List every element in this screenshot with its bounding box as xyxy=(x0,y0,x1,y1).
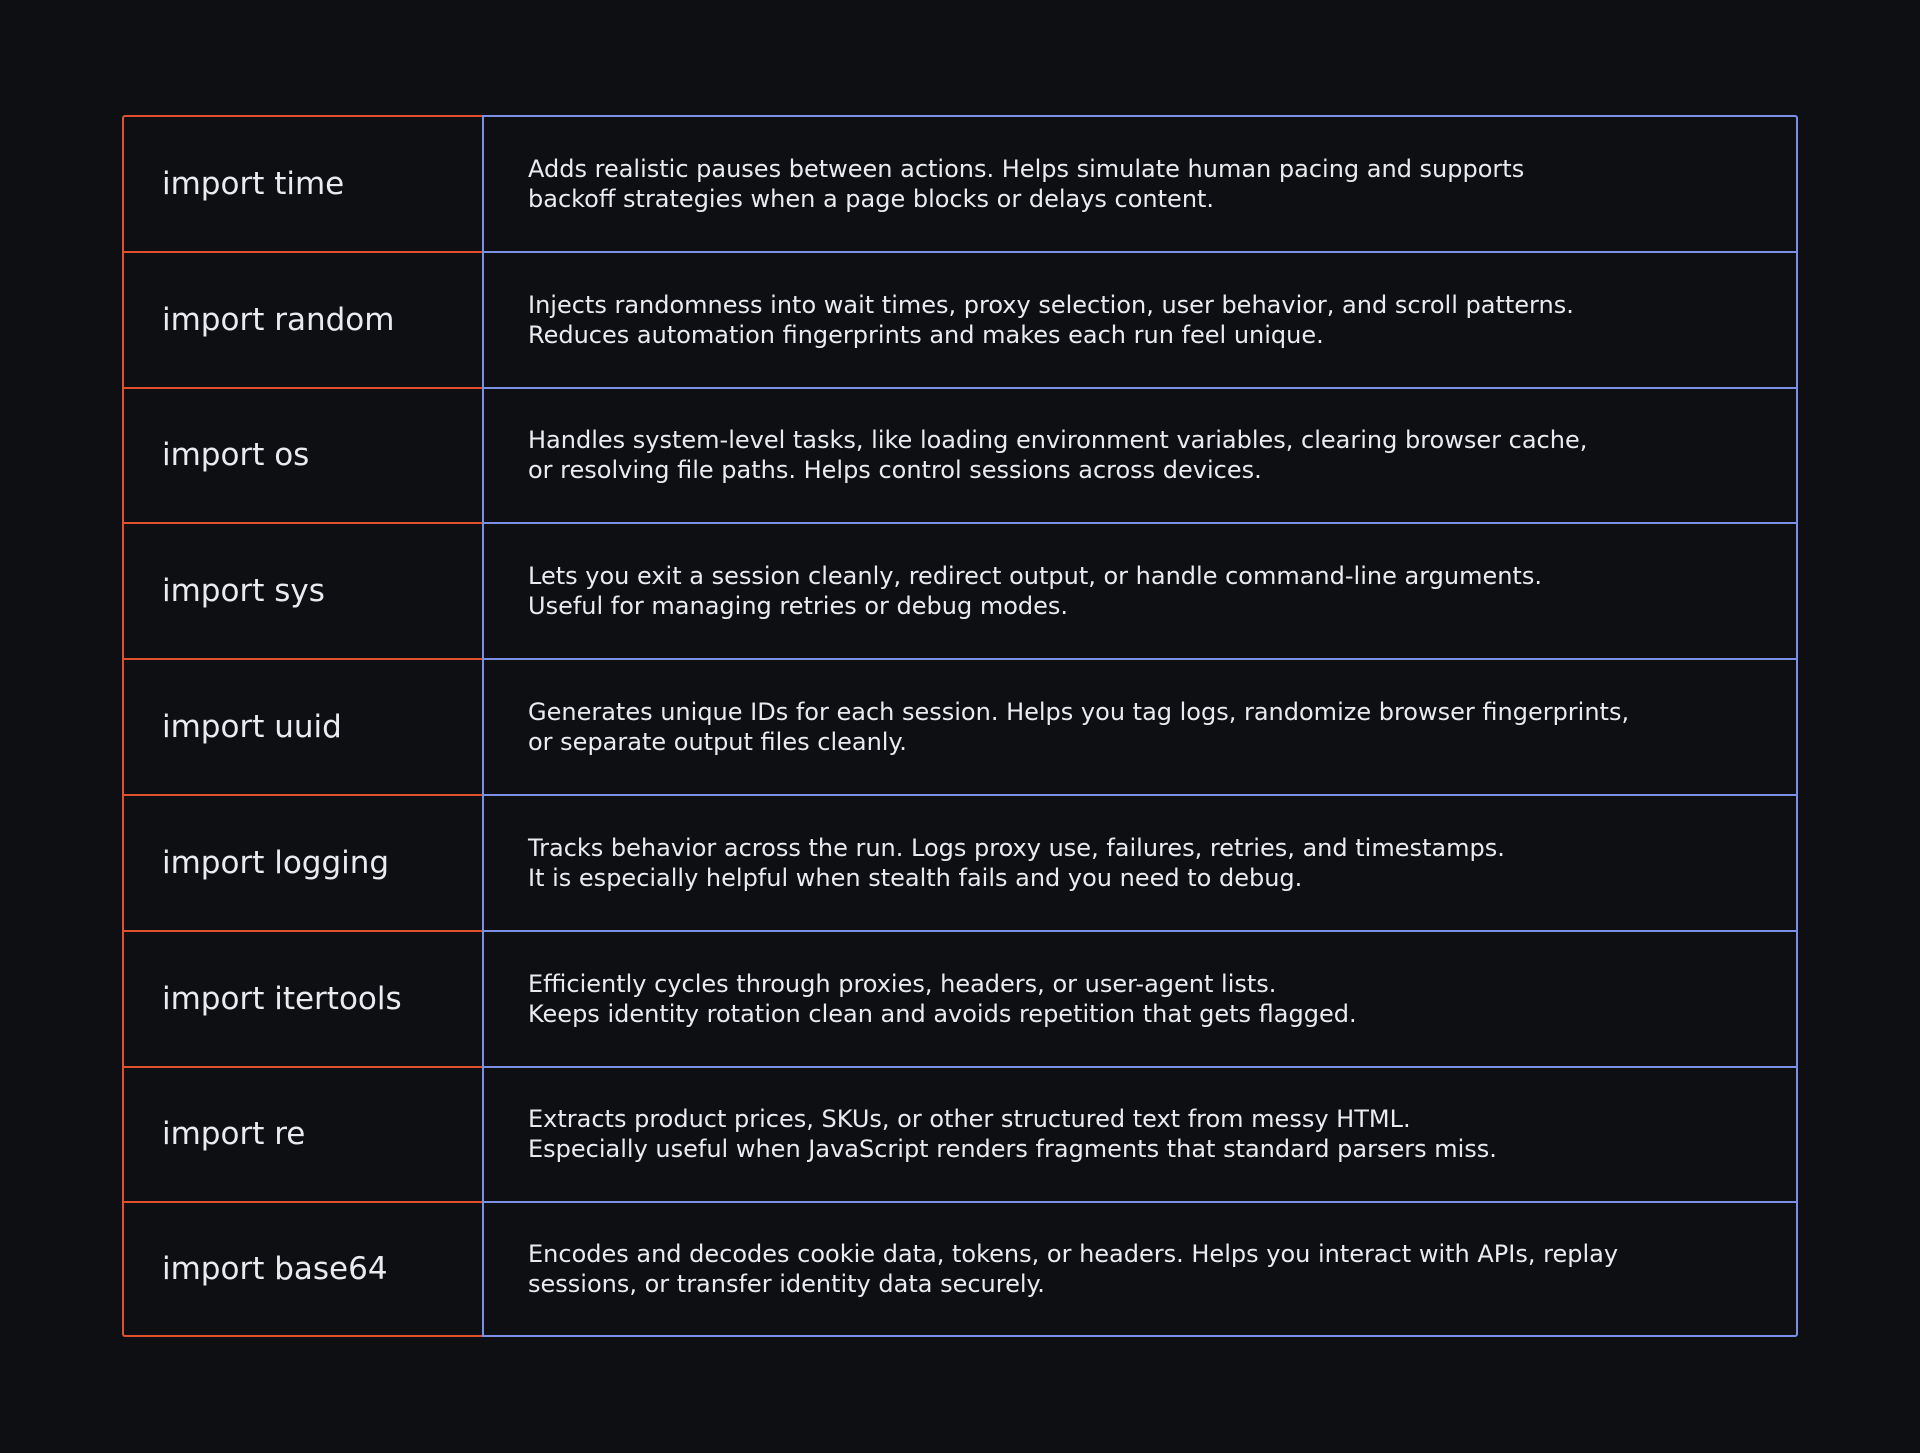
description-line: Encodes and decodes cookie data, tokens, or headers. Helps you interact with APIs, replay xyxy=(528,1240,1619,1269)
description-cell xyxy=(484,253,1796,389)
description-line: or resolving file paths. Helps control sessions across devices. xyxy=(528,456,1262,485)
description-cell xyxy=(484,1203,1796,1335)
description-cell xyxy=(484,524,1796,660)
module-name: import logging xyxy=(162,844,390,881)
description-line: Especially useful when JavaScript renders fragments that standard parsers miss. xyxy=(528,1135,1497,1164)
module-name: import base64 xyxy=(162,1251,388,1288)
description-text xyxy=(528,932,1357,1066)
imports-table xyxy=(122,115,1798,1337)
description-line: Tracks behavior across the run. Logs proxy use, failures, retries, and timestamps. xyxy=(528,833,1505,862)
module-cell xyxy=(124,524,482,660)
module-name: import os xyxy=(162,437,310,474)
module-name: import time xyxy=(162,165,345,202)
description-column xyxy=(482,115,1798,1337)
module-name: import uuid xyxy=(162,709,342,746)
description-line: Adds realistic pauses between actions. Helps simulate human pacing and supports xyxy=(528,154,1525,183)
description-line: Generates unique IDs for each session. Helps you tag logs, randomize browser fingerprints, xyxy=(528,698,1630,727)
module-column xyxy=(122,115,482,1337)
description-cell xyxy=(484,796,1796,932)
description-line: Lets you exit a session cleanly, redirect output, or handle command-line arguments. xyxy=(528,562,1542,591)
description-cell xyxy=(484,660,1796,796)
module-cell xyxy=(124,660,482,796)
description-text xyxy=(528,389,1587,523)
module-name: import sys xyxy=(162,573,325,610)
description-line: Handles system-level tasks, like loading environment variables, clearing browser cache, xyxy=(528,426,1588,455)
module-cell xyxy=(124,1203,482,1335)
description-line: It is especially helpful when stealth fails and you need to debug. xyxy=(528,863,1303,892)
description-line: Reduces automation fingerprints and makes each run feel unique. xyxy=(528,320,1324,349)
description-line: sessions, or transfer identity data securely. xyxy=(528,1270,1045,1299)
description-text xyxy=(528,1203,1618,1335)
description-line: or separate output files cleanly. xyxy=(528,728,907,757)
description-line: Extracts product prices, SKUs, or other structured text from messy HTML. xyxy=(528,1105,1411,1134)
description-cell xyxy=(484,932,1796,1068)
module-cell xyxy=(124,932,482,1068)
description-line: Injects randomness into wait times, proxy selection, user behavior, and scroll patterns. xyxy=(528,290,1574,319)
module-cell xyxy=(124,1068,482,1204)
description-text xyxy=(528,660,1629,794)
description-cell xyxy=(484,117,1796,253)
description-line: backoff strategies when a page blocks or delays content. xyxy=(528,184,1215,213)
description-line: Keeps identity rotation clean and avoids repetition that gets flagged. xyxy=(528,999,1357,1028)
module-cell xyxy=(124,796,482,932)
description-cell xyxy=(484,389,1796,525)
description-line: Useful for managing retries or debug modes. xyxy=(528,592,1069,621)
description-text xyxy=(528,796,1505,930)
description-cell xyxy=(484,1068,1796,1204)
module-cell xyxy=(124,253,482,389)
module-cell xyxy=(124,117,482,253)
module-name: import itertools xyxy=(162,980,402,1017)
description-text xyxy=(528,253,1574,387)
module-name: import re xyxy=(162,1116,306,1153)
module-cell xyxy=(124,389,482,525)
module-name: import random xyxy=(162,301,395,338)
description-text xyxy=(528,117,1524,251)
description-line: Efficiently cycles through proxies, headers, or user-agent lists. xyxy=(528,969,1277,998)
description-text xyxy=(528,524,1542,658)
description-text xyxy=(528,1068,1497,1202)
